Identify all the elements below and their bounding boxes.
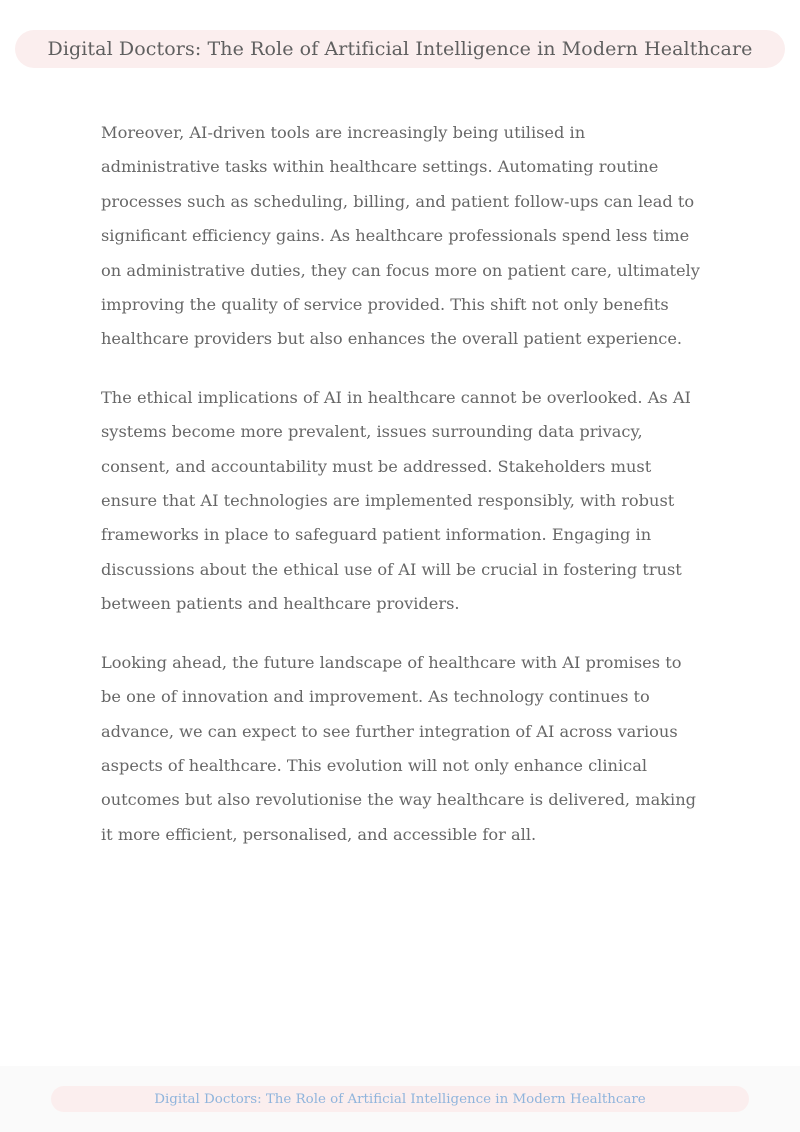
header-title: Digital Doctors: The Role of Artificial Intelligence in Modern Healthcare <box>47 38 753 60</box>
article-body <box>101 116 701 876</box>
page-header <box>15 30 785 68</box>
footer-band <box>51 1086 749 1112</box>
paragraph-3: Looking ahead, the future landscape of healthcare with AI promises to be one of innovation and improvement. As technology continues to advance, we can expect to see further integration of AI across various aspects of healthcare. This evolution will not only enhance clinical outcomes but also revolutionise the way healthcare is delivered, making it more efficient, personalised, and accessible for all. <box>101 652 697 844</box>
page-footer <box>0 1066 800 1132</box>
paragraph-1: Moreover, AI-driven tools are increasingly being utilised in administrative tasks within healthcare settings. Automating routine processes such as scheduling, billing, and patient follow-ups can lead to significant efficiency gains. As healthcare professionals spend less time on administrative duties, they can focus more on patient care, ultimately improving the quality of service provided. This shift not only benefits healthcare providers but also enhances the overall patient experience. <box>101 123 700 349</box>
paragraph-2: The ethical implications of AI in healthcare cannot be overlooked. As AI systems become more prevalent, issues surrounding data privacy, consent, and accountability must be addressed. Stakeholders must ensure that AI technologies are implemented responsibly, with robust frameworks in place to safeguard patient information. Engaging in discussions about the ethical use of AI will be crucial in fostering trust between patients and healthcare providers. <box>101 387 691 614</box>
footer-title: Digital Doctors: The Role of Artificial Intelligence in Modern Healthcare <box>154 1091 646 1107</box>
